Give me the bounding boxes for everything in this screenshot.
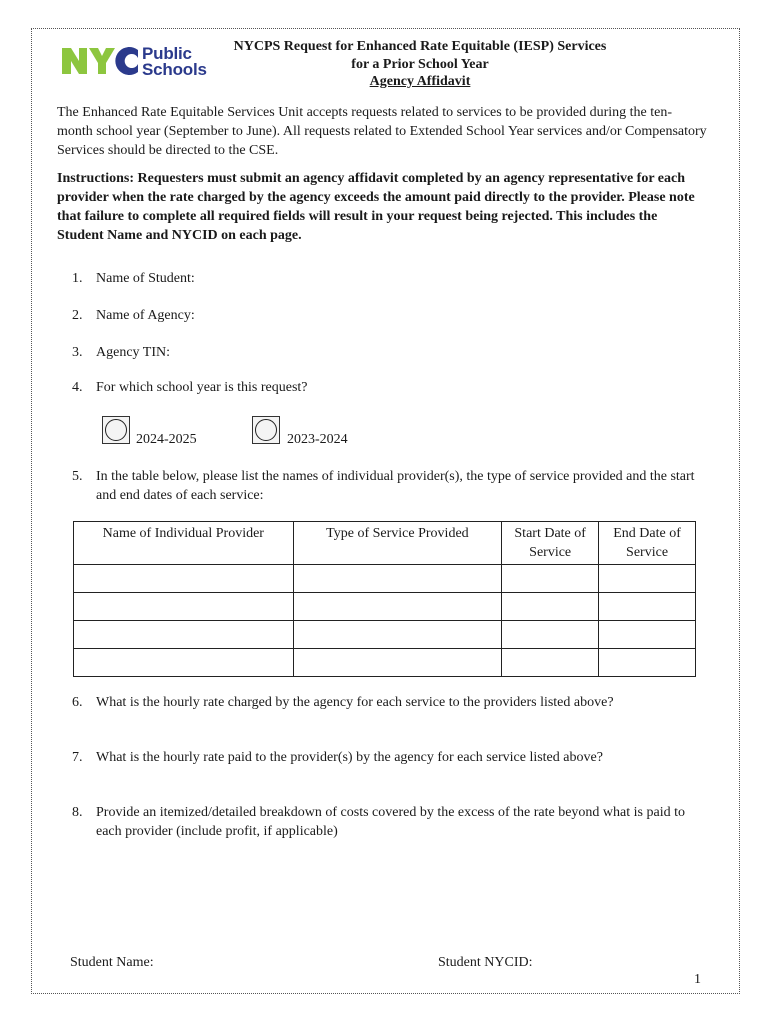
table-row xyxy=(74,565,696,593)
header-start-date: Start Date of Service xyxy=(502,522,599,565)
provider-table xyxy=(73,521,696,677)
end-date-cell[interactable] xyxy=(599,621,696,649)
radio-circle-icon xyxy=(255,419,277,441)
question-7 xyxy=(0,748,770,768)
service-type-cell[interactable] xyxy=(293,565,502,593)
logo-word-public: Public xyxy=(142,44,192,63)
title-line-3: Agency Affidavit xyxy=(369,74,471,89)
header-end-date: End Date of Service xyxy=(599,522,696,565)
end-date-cell[interactable] xyxy=(599,593,696,621)
question-text: Name of Agency: xyxy=(96,308,195,323)
table-header-row xyxy=(74,522,696,565)
school-year-2023-2024-radio[interactable] xyxy=(252,416,280,444)
header-service-type: Type of Service Provided xyxy=(293,522,502,565)
table-row xyxy=(74,593,696,621)
question-2 xyxy=(0,306,770,326)
start-date-cell[interactable] xyxy=(502,621,599,649)
school-year-2024-2025-radio[interactable] xyxy=(102,416,130,444)
service-type-cell[interactable] xyxy=(293,649,502,677)
title-line-1: NYCPS Request for Enhanced Rate Equitable (IESP) Services xyxy=(233,39,607,54)
service-type-cell[interactable] xyxy=(293,621,502,649)
header-provider-name: Name of Individual Provider xyxy=(74,522,294,565)
nyc-logo-mark-icon xyxy=(60,44,140,78)
school-year-2023-2024-label: 2023-2024 xyxy=(287,432,348,447)
question-number: 1. xyxy=(72,271,83,286)
form-title xyxy=(200,38,640,91)
school-year-2024-2025-label: 2024-2025 xyxy=(136,432,197,447)
radio-circle-icon xyxy=(105,419,127,441)
end-date-cell[interactable] xyxy=(599,649,696,677)
student-name-label: Student Name: xyxy=(70,955,154,970)
title-line-2: for a Prior School Year xyxy=(351,56,489,72)
start-date-cell[interactable] xyxy=(502,593,599,621)
provider-name-cell[interactable] xyxy=(74,565,294,593)
question-text: Name of Student: xyxy=(96,271,195,286)
service-type-cell[interactable] xyxy=(293,593,502,621)
end-date-cell[interactable] xyxy=(599,565,696,593)
question-text: For which school year is this request? xyxy=(96,380,308,395)
nyc-public-schools-logo xyxy=(60,42,210,80)
question-number: 5. xyxy=(72,469,83,484)
start-date-cell[interactable] xyxy=(502,565,599,593)
student-nycid-label: Student NYCID: xyxy=(438,955,533,970)
provider-name-cell[interactable] xyxy=(74,621,294,649)
question-number: 4. xyxy=(72,380,83,395)
question-text: Provide an itemized/detailed breakdown of costs covered by the excess of the rate beyond what is paid to each provider (include profit, if applicable) xyxy=(96,805,685,839)
question-1 xyxy=(0,269,770,289)
table-row xyxy=(74,649,696,677)
question-5 xyxy=(0,467,770,507)
question-text: What is the hourly rate paid to the provider(s) by the agency for each service listed above? xyxy=(96,750,603,765)
provider-name-cell[interactable] xyxy=(74,649,294,677)
question-8 xyxy=(0,803,770,843)
question-4 xyxy=(0,378,770,398)
question-6 xyxy=(0,693,770,713)
question-3 xyxy=(0,343,770,363)
logo-word-schools: Schools xyxy=(142,60,207,79)
question-text: In the table below, please list the names of individual provider(s), the type of service provided and the start and end dates of each service: xyxy=(96,469,695,503)
question-number: 8. xyxy=(72,805,83,820)
start-date-cell[interactable] xyxy=(502,649,599,677)
question-number: 6. xyxy=(72,695,83,710)
question-text: Agency TIN: xyxy=(96,345,170,360)
question-text: What is the hourly rate charged by the agency for each service to the providers listed above? xyxy=(96,695,614,710)
table-row xyxy=(74,621,696,649)
question-number: 2. xyxy=(72,308,83,323)
provider-name-cell[interactable] xyxy=(74,593,294,621)
instructions-paragraph: Instructions: Requesters must submit an agency affidavit completed by an agency representative for each provider when the rate charged by the agency exceeds the amount paid directly to the provider. Please note that failure to complete all required fields will result in your request being rejected. This includes the Student Name and NYCID on each page. xyxy=(57,171,695,243)
question-number: 3. xyxy=(72,345,83,360)
intro-paragraph: The Enhanced Rate Equitable Services Unit accepts requests related to services to be provided during the ten-month school year (September to June). All requests related to Extended School Year services and/or Compensatory Services should be directed to the CSE. xyxy=(57,105,707,158)
question-number: 7. xyxy=(72,750,83,765)
page-number: 1 xyxy=(694,972,701,987)
